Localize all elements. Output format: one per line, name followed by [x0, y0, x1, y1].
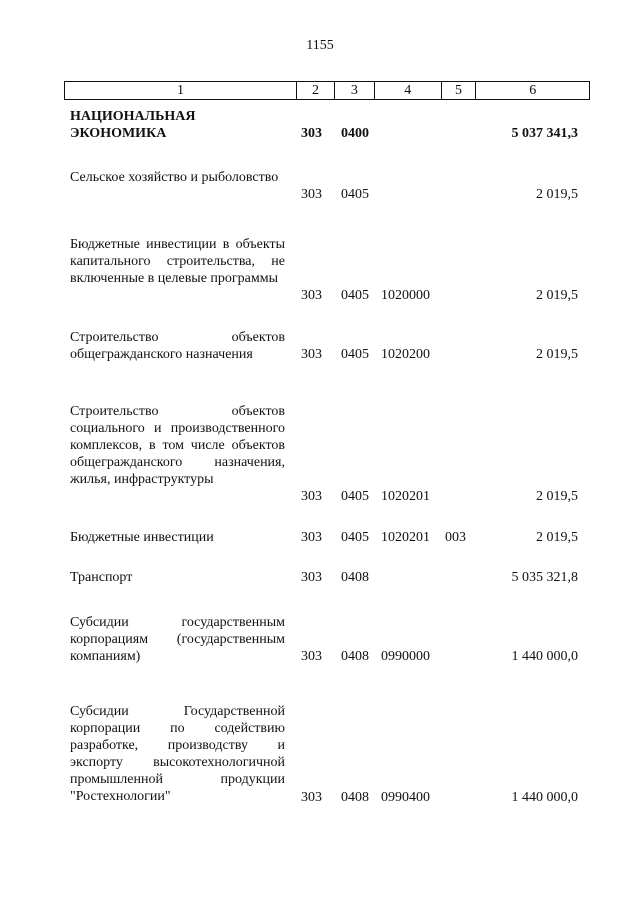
row-section: 0408 — [341, 570, 369, 585]
header-col-4: 4 — [375, 82, 442, 99]
row-target: 0990400 — [381, 790, 430, 805]
row-section: 0405 — [341, 530, 369, 545]
row-name: Строительство объектов социального и производственного комплексов, в том числе объектов общегражданского назначения, жилья, инфраструктуры — [70, 404, 285, 487]
row-section: 0400 — [341, 126, 369, 141]
header-col-2: 2 — [297, 82, 335, 99]
row-name: Строительство объектов общегражданского назначения — [70, 330, 285, 362]
header-col-5: 5 — [442, 82, 477, 99]
row-target: 1020200 — [381, 347, 430, 362]
row-amount: 5 037 341,3 — [511, 126, 578, 141]
header-col-3: 3 — [335, 82, 375, 99]
row-name: Субсидии государственным корпорациям (государственным компаниям) — [70, 615, 285, 664]
row-section: 0408 — [341, 649, 369, 664]
row-name: Бюджетные инвестиции — [70, 530, 214, 545]
row-amount: 1 440 000,0 — [511, 649, 578, 664]
row-target: 1020000 — [381, 288, 430, 303]
row-amount: 2 019,5 — [536, 489, 578, 504]
row-amount: 5 035 321,8 — [511, 570, 578, 585]
row-grbs: 303 — [301, 790, 322, 805]
row-grbs: 303 — [301, 126, 322, 141]
row-name: НАЦИОНАЛЬНАЯ ЭКОНОМИКА — [70, 109, 196, 141]
row-target: 1020201 — [381, 530, 430, 545]
row-target: 1020201 — [381, 489, 430, 504]
row-grbs: 303 — [301, 530, 322, 545]
row-grbs: 303 — [301, 288, 322, 303]
row-section: 0405 — [341, 288, 369, 303]
row-section: 0405 — [341, 489, 369, 504]
row-section: 0405 — [341, 187, 369, 202]
header-col-6: 6 — [529, 83, 537, 98]
row-amount: 2 019,5 — [536, 187, 578, 202]
row-name: Сельское хозяйство и рыболовство — [70, 170, 279, 185]
row-grbs: 303 — [301, 570, 322, 585]
row-section: 0405 — [341, 347, 369, 362]
row-grbs: 303 — [301, 649, 322, 664]
row-grbs: 303 — [301, 489, 322, 504]
row-amount: 2 019,5 — [536, 347, 578, 362]
page-number: 1155 — [306, 38, 334, 53]
row-grbs: 303 — [301, 187, 322, 202]
row-name: Бюджетные инвестиции в объекты капитального строительства, не включенные в целевые программы — [70, 237, 285, 286]
row-amount: 2 019,5 — [536, 288, 578, 303]
row-amount: 1 440 000,0 — [511, 790, 578, 805]
table-header — [64, 81, 590, 100]
row-name: Субсидии Государственной корпорации по содействию разработке, производству и экспорту высокотехнологичной промышленной продукции "Ростехнологии" — [70, 704, 285, 804]
row-target: 0990000 — [381, 649, 430, 664]
row-vr: 003 — [445, 530, 466, 545]
header-col-1: 1 — [65, 82, 297, 99]
row-amount: 2 019,5 — [536, 530, 578, 545]
row-grbs: 303 — [301, 347, 322, 362]
row-section: 0408 — [341, 790, 369, 805]
row-name: Транспорт — [70, 570, 133, 585]
